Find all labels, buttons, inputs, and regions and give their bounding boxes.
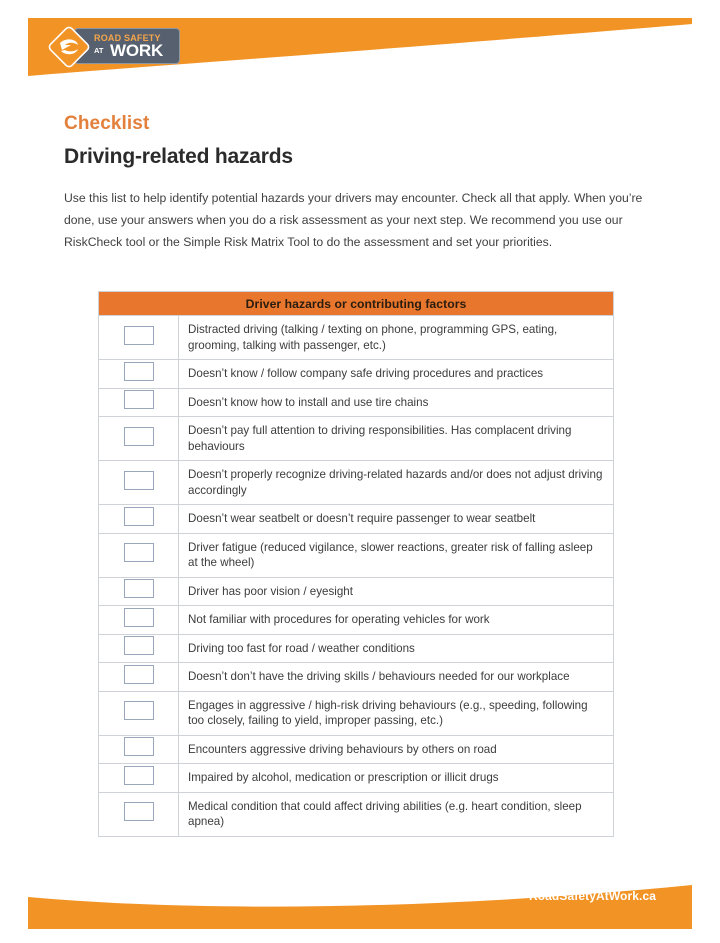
checkbox-cell (99, 388, 179, 417)
table-row (99, 505, 614, 534)
checkbox-cell (99, 360, 179, 389)
hazard-label: Distracted driving (talking / texting on phone, programming GPS, eating, grooming, talking with passenger, etc.) (179, 316, 614, 360)
hazard-label: Driver has poor vision / eyesight (179, 577, 614, 606)
hazards-checklist-table (98, 291, 614, 837)
hazard-checkbox[interactable] (124, 507, 154, 526)
logo-text-work: WORK (110, 41, 164, 60)
table-row (99, 663, 614, 692)
checkbox-cell (99, 461, 179, 505)
table-row (99, 634, 614, 663)
site-logo[interactable] (48, 24, 180, 68)
hazard-checkbox[interactable] (124, 701, 154, 720)
intro-paragraph: Use this list to help identify potential hazards your drivers may encounter. Check all that apply. When you’re done, use your answers when you do a risk assessment as your next step. We recommend you use our RiskCheck tool or the Simple Risk Matrix Tool to do the assessment and set your priorities. (64, 191, 643, 249)
table-row (99, 417, 614, 461)
table-row (99, 461, 614, 505)
hazard-label: Driver fatigue (reduced vigilance, slower reactions, greater risk of falling asleep at the wheel) (179, 533, 614, 577)
hazard-checkbox[interactable] (124, 766, 154, 785)
hazard-label: Driving too fast for road / weather conditions (179, 634, 614, 663)
table-row (99, 792, 614, 836)
table-row (99, 533, 614, 577)
checkbox-cell (99, 606, 179, 635)
hazard-checkbox[interactable] (124, 802, 154, 821)
table-row (99, 316, 614, 360)
footer-website-label: RoadSafetyAtWork.ca (528, 889, 656, 903)
table-row (99, 577, 614, 606)
hazard-checkbox[interactable] (124, 390, 154, 409)
hazard-checkbox[interactable] (124, 427, 154, 446)
page-title: Driving-related hazards (64, 145, 293, 168)
table-row (99, 360, 614, 389)
checkbox-cell (99, 764, 179, 793)
hazard-label: Encounters aggressive driving behaviours by others on road (179, 735, 614, 764)
logo-text-road-safety: ROAD SAFETY (94, 33, 161, 43)
hazard-checkbox[interactable] (124, 326, 154, 345)
checkbox-cell (99, 792, 179, 836)
hazard-label: Doesn’t wear seatbelt or doesn’t require passenger to wear seatbelt (179, 505, 614, 534)
checkbox-cell (99, 533, 179, 577)
checkbox-cell (99, 417, 179, 461)
table-header-row (99, 292, 614, 316)
hazard-label: Impaired by alcohol, medication or prescription or illicit drugs (179, 764, 614, 793)
hazard-checkbox[interactable] (124, 737, 154, 756)
hazard-label: Doesn’t know / follow company safe driving procedures and practices (179, 360, 614, 389)
checkbox-cell (99, 505, 179, 534)
table-row (99, 606, 614, 635)
page-footer-band (28, 883, 692, 929)
hazard-checkbox[interactable] (124, 362, 154, 381)
header-tagline: Road safety is smart business. (470, 44, 658, 58)
checkbox-cell (99, 634, 179, 663)
table-row (99, 691, 614, 735)
table-header-label: Driver hazards or contributing factors (99, 292, 614, 316)
hazard-checkbox[interactable] (124, 636, 154, 655)
checkbox-cell (99, 663, 179, 692)
checkbox-cell (99, 316, 179, 360)
hazard-label: Doesn’t don’t have the driving skills / behaviours needed for our workplace (179, 663, 614, 692)
hazard-checkbox[interactable] (124, 579, 154, 598)
hazard-checkbox[interactable] (124, 471, 154, 490)
road-safety-swoosh-icon (48, 26, 90, 68)
checkbox-cell (99, 691, 179, 735)
checkbox-cell (99, 577, 179, 606)
hazard-checkbox[interactable] (124, 543, 154, 562)
table-row (99, 388, 614, 417)
hazard-label: Engages in aggressive / high-risk driving behaviours (e.g., speeding, following too closely, failing to yield, improper passing, etc.) (179, 691, 614, 735)
hazard-label: Doesn’t pay full attention to driving responsibilities. Has complacent driving behaviours (179, 417, 614, 461)
hazard-label: Medical condition that could affect driving abilities (e.g. heart condition, sleep apnea) (179, 792, 614, 836)
hazard-checkbox[interactable] (124, 665, 154, 684)
table-row (99, 764, 614, 793)
logo-text-at: AT (94, 46, 104, 55)
hazard-label: Doesn’t know how to install and use tire chains (179, 388, 614, 417)
hazard-checkbox[interactable] (124, 608, 154, 627)
table-body (99, 316, 614, 837)
table-row (99, 735, 614, 764)
hazard-label: Not familiar with procedures for operating vehicles for work (179, 606, 614, 635)
hazard-label: Doesn’t properly recognize driving-related hazards and/or does not adjust driving accordingly (179, 461, 614, 505)
document-kicker: Checklist (64, 113, 150, 134)
checkbox-cell (99, 735, 179, 764)
